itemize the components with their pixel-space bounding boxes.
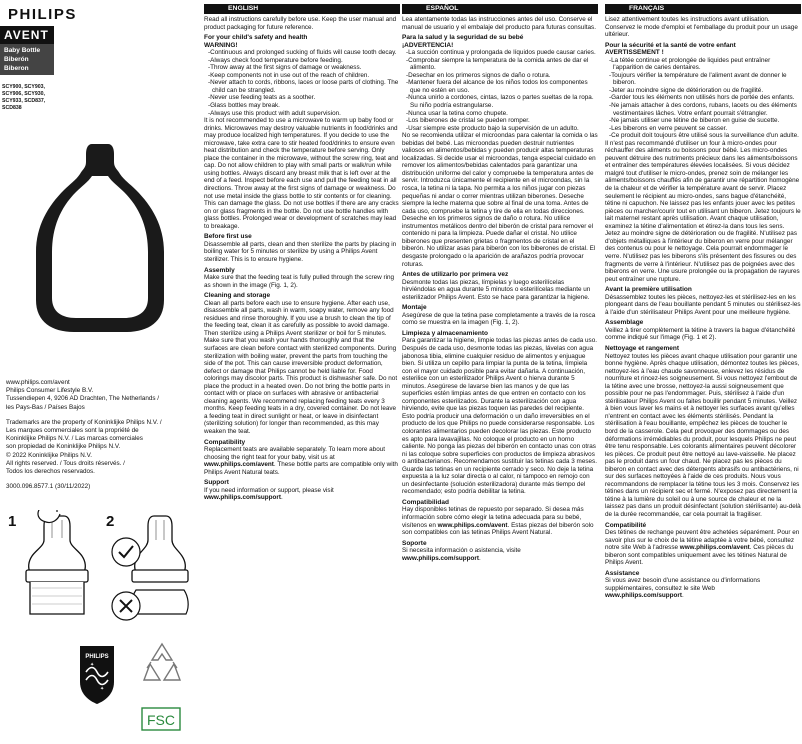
warning-list (605, 57, 801, 140)
model-line: SCD838 (2, 105, 22, 111)
warning-item: -Throw away at the first signs of damage or weakness. (208, 64, 362, 72)
compat-text: Des tétines de rechange peuvent être achetées séparément. Pour en savoir plus sur le choix de la tétine adaptée à votre bébé, consultez notre site Web à l'adresse (605, 529, 800, 552)
section-text: Make sure that the feeding teat is fully pulled through the screw ring as shown in the image (Fig. 1, 2). (204, 274, 395, 289)
avent-link[interactable]: www.philips.com/avent (679, 544, 750, 552)
warning-list (204, 49, 400, 117)
section-heading: Support (204, 479, 229, 487)
warning-item: -La tétée continue et prolongée de liquides peut entraîner l'apparition de caries dentaires. (609, 56, 771, 72)
section-text: Nettoyez toutes les pièces avant chaque utilisation pour garantir une bonne hygiène. Après chaque utilisation, démontez toutes les pièces, nettoyez-les à l'eau chaude savonneuse, enlevez les résidus de nourriture et rincez-les soigneusement. Si vous nettoyez l'embout de la tétine avec une brosse, nettoyez-la aussi soigneusement que possible pour ne pas l'endommager. Puis, stérilisez à l'aide d'un stérilisateur Philips Avent ou faites bouillir pendant 5 minutes. Veillez à bien vous laver les mains et à nettoyer les surfaces avant qu'elles n'entrent en contact avec les éléments stérilisés. Pendant la stérilisation à l'eau bouillante, empêchez les pièces de toucher le bord de la casserole. Cela peut provoquer des dommages ou des déformations irrémédiables du produit, pour lesquels Philips ne peut être tenu responsable. Les colorants alimentaires peuvent décolorer les pièces. Ce produit peut être nettoyé au lave-vaisselle. Ne placez pas le produit dans un four chaud. Ne placez pas les pièces du biberon en contact avec des détergents abrasifs ou antibactériens, ni sur des surfaces nettoyées à l'aide de ces produits. Nous vous recommandons de remplacer la tétine tous les 3 mois. Conservez les tétines dans un récipient sec et fermé. N'exposez pas directement la tétine à la lumière du soleil ou à une source de chaleur et ne la laissez pas dans un produit désinfectant (solution stérilisante) au-delà de la durée recommandée, car cela pourrait la fragiliser. (605, 352, 801, 518)
warning-item: -Comprobar siempre la temperatura de la comida antes de dar el alimento. (406, 56, 589, 72)
teat-check-figure-icon (112, 516, 188, 620)
section-heading: Antes de utilizarlo por primera vez (402, 271, 509, 279)
warning-list (402, 49, 598, 132)
section-text: Para garantizar la higiene, limpie todas las piezas antes de cada uso. Después de cada uso, desmonte todas las piezas, lávelas con agua jabonosa tibia, elimine cualquier residuo de alimentos y enjuague bien. Si utiliza un cepillo para limpiar la punta de la tetina, límpiela con el mayor cuidado posible para evitar dañarla. A continuación, esterilice con un esterilizador Philips Avent o hierva durante 5 minutos. Asegúrese de lavarse bien las manos y de que las superficies estén limpias antes de que entren en contacto con los componentes esterilizados. Durante la esterilización con agua hirviendo, evite que las piezas toquen las paredes del recipiente. Esto podría producir una deformación o un daño irreversibles en el producto de los que Philips no puede considerarse responsable. Los colorantes alimentarios pueden decolorar las piezas. Este producto es apto para lavavajillas. No coloque el producto en un horno caliente. No ponga las piezas del biberón en contacto unas con otras ni las coloque sobre superficies con productos de limpieza abrasivos o antibacterianos. Recomendamos sustituir las tetinas cada 3 meses. Guarde las tetinas en un recipiente cerrado y seco. No deje la tetina expuesta a la luz solar directa o al calor, ni tampoco en remojo con un desinfectante (solución esterilizadora) durante más tiempo del recomendado; esto podría debilitar la tetina. (402, 337, 598, 496)
warning-item: -Ne jamais attacher à des cordons, rubans, lacets ou des éléments vestimentaires lâches. Votre enfant pourrait s'étrangler. (609, 102, 797, 117)
warning-item: -Never use feeding teats as a soother. (208, 94, 316, 102)
model-line: SCY906, SCY930, (2, 91, 45, 97)
section-text: Asegúrese de que la tetina pase completamente a través de la rosca como se muestra en la imagen (Fig. 1, 2). (402, 311, 596, 327)
svg-text:✦: ✦ (90, 662, 95, 668)
section-text: Desmonte todas las piezas, límpielas y luego esterilícelas hirviéndolas en agua durante 5 minutos o esterilícelas mediante un esterilizador Philips Avent. Esto se hace para garantizar la higiene. (402, 278, 591, 301)
warning-item: -Mantener fuera del alcance de los niños todos los componentes que no estén en uso. (406, 79, 588, 94)
section-heading: Before first use (204, 233, 252, 241)
teat-pull-figure-icon (26, 510, 88, 614)
address-line: les Pays-Bas / Países Bajos (6, 403, 85, 411)
section-text (204, 446, 400, 476)
warning-item: -Continuous and prolonged sucking of fluids will cause tooth decay. (208, 49, 397, 57)
philips-wordmark: PHILIPS (8, 6, 77, 23)
warning-item: -Los biberones de cristal se pueden romper. (406, 117, 530, 125)
model-list (2, 84, 62, 112)
intro-text: Read all instructions carefully before use. Keep the user manual and product packaging for future reference. (204, 16, 397, 31)
section-heading: Para la salud y la seguridad de su bebé (402, 34, 524, 42)
body-text: It is not recommended to use a microwave to warm up baby food or drinks. Microwaves may destroy valuable nutrients in food/drinks and may produce localized high temperatures. If you decide to use the microwave, take extra care to stir heated food/drinks to ensure even heat distribution and check the temperature before serving. Only place the container in the microwave, without the screw ring, teat and cap. Do not allow children to play with small parts or walk/run while using bottles. Always discard any breast milk that is left over at the end of a feed. Inspect before each use and pull the feeding teat in all directions. Throw away at the first signs of damage or weakness. Do not use metal inside the glass bottle to stir contents or for cleaning. This can damage the glass. Do not use bottles if there are any cracks on or glass fragments in the bottle. Do not use bottle handles with glass bottles. Prolonged wear or development of scratches may lead to breakage. (204, 117, 399, 230)
compat-text: . These bottle parts are compatible only with Philips Avent Natural teats. (204, 461, 398, 476)
figure-number-1: 1 (8, 513, 17, 530)
warning-heading: AVERTISSEMENT ! (605, 49, 664, 57)
model-line: SCY900, SCY903, (2, 84, 45, 90)
section-heading: Nettoyage et rangement (605, 344, 680, 352)
brand-column (0, 0, 196, 744)
trademark-line: son propiedad de Koninklijke Philips N.V. (6, 443, 121, 451)
compat-text: Hay disponibles tetinas de repuesto por separado. Si desea más información sobre cómo elegir la tetina adecuada para su bebé, visítenos en (402, 506, 584, 529)
section-text (204, 487, 400, 502)
compat-text: Replacement teats are available separately. To learn more about choosing the right teat for your baby, visit us at (204, 446, 386, 461)
section-heading: Limpieza y almacenamiento (402, 329, 488, 337)
language-header: ENGLISH (204, 4, 400, 14)
compat-text: . Estas piezas del biberón solo son compatibles con las tetinas Philips Avent Natural. (402, 521, 594, 537)
figure-number-2: 2 (106, 513, 115, 530)
support-link[interactable]: www.philips.com/support (204, 494, 281, 502)
section-heading: Assembly (204, 266, 235, 274)
warning-item: -Nunca unirlo a cordones, cintas, lazos o partes sueltas de la ropa. Su niño podría estrangularse. (406, 94, 594, 110)
trademark-line: Trademarks are the property of Koninklijke Philips N.V. / (6, 418, 162, 426)
support-link[interactable]: www.philips.com/support (402, 554, 479, 562)
body-text: Il n'est pas recommandé d'utiliser un four à micro-ondes pour réchauffer des aliments ou boissons pour bébé. Les micro-ondes peuvent détruire des nutriments précieux dans les aliments/boissons et entraîner des températures élevées localisées. Si vous décidez malgré tout d'utiliser le micro-ondes, prenez soin de mélanger les aliments/boissons chauffés afin de garantir une répartition homogène de la chaleur et de vérifier la température avant de servir. Placez seulement le récipient au micro-ondes, sans bague d'étanchéité, tétine ni capuchon. Ne laissez pas les enfants jouer avec les petites pièces ou marcher/courir tout en utilisant un biberon. Jetez toujours le lait maternel restant après utilisation. Avant chaque utilisation, examinez la tétine d'alimentation et étirez-la dans tous les sens. Jetez au moindre signe de détérioration ou de fragilité. N'utilisez pas d'objets métalliques à l'intérieur du biberon en verre pour mélanger des contenus ou pour le nettoyage. Cela pourrait endommager le verre. N'utilisez pas les biberons s'ils présentent des fissures ou des fragments de verre à l'intérieur. N'utilisez pas de poignées avec des biberons en verre. Une usure prolongée ou la propagation de rayures peut entraîner une rupture. (605, 139, 801, 283)
spanish-column (402, 4, 598, 562)
warning-item: -Les biberons en verre peuvent se casser. (609, 124, 728, 132)
support-text: If you need information or support, please visit (204, 486, 334, 494)
warning-item: -Glass bottles may break. (208, 102, 280, 110)
section-text (402, 506, 598, 536)
support-text: Si necesita información o asistencia, visite (402, 547, 521, 555)
assembly-figures (0, 510, 196, 630)
section-heading: Compatibilité (605, 521, 647, 529)
section-heading: Montaje (402, 304, 427, 312)
trademark-line: Todos los derechos reservados. (6, 468, 95, 476)
intro-text: Lea atentamente todas las instrucciones antes del uso. Conserve el manual de usuario y el embalaje del producto para futuras consultas. (402, 16, 596, 31)
address-line: Tussendiepen 4, 9206 AD Drachten, The Netherlands / (6, 395, 159, 403)
warning-item: -Keep components not in use out of the reach of children. (208, 71, 370, 79)
warning-item: -Always check food temperature before feeding. (208, 56, 343, 64)
section-heading: Assemblage (605, 319, 644, 327)
section-heading: Compatibility (204, 438, 246, 446)
section-text (605, 529, 801, 567)
french-column (605, 4, 801, 600)
fsc-text: FSC (147, 712, 175, 728)
avent-wordmark: AVENT (0, 26, 54, 44)
address-line: www.philips.com/avent (6, 379, 70, 386)
warning-item: -Jeter au moindre signe de détérioration ou de fragilité. (609, 86, 764, 94)
bottle-silhouette-icon (30, 140, 170, 335)
trademark-line: All rights reserved. / Tous droits réservés. / (6, 459, 125, 467)
warning-heading: ¡ADVERTENCIA! (402, 41, 454, 49)
address-block (6, 379, 196, 498)
support-link[interactable]: www.philips.com/support (605, 592, 682, 600)
section-text: Veillez à tirer complètement la tétine à travers la bague d'étanchéité comme indiqué sur l'image (Fig. 1 et 2). (605, 326, 796, 342)
trademark-line: © 2022 Koninklijke Philips N.V. (6, 451, 92, 459)
product-line: Biberon (4, 65, 29, 72)
warning-heading: WARNING! (204, 41, 238, 49)
model-line: SCY933, SCD837, (2, 98, 46, 104)
english-column (204, 4, 400, 502)
address-line: Philips Consumer Lifestyle B.V. (6, 387, 94, 395)
warning-item: -La succión continua y prolongada de líquidos puede causar caries. (406, 49, 596, 57)
body-text: No se recomienda utilizar el microondas para calentar la comida o las bebidas del bebé. Las microondas pueden destruir nutrientes valiosos en alimentos/bebidas y pueden producir altas temperaturas localizadas. Si decide usar el microondas, tenga especial cuidado en remover los alimentos/bebidas calentados para garantizar una distribución uniforme del calor y compruebe la temperatura antes de servir. Introduzca únicamente el recipiente en el microondas, sin la rosca, la tetina ni la tapa. No permita a los niños jugar con piezas pequeñas ni andar o correr mientras utilizan biberones. Deseche siempre la leche materna que sobre al final de una toma. Antes de cada uso, compruebe la tetina y tire de ella en todas direcciones. Deseche en los primeros signos de daño o rotura. No utilice instrumentos metálicos dentro del biberón de cristal para remover el contenido ni para la limpieza. Puede dañar el cristal. No utilice biberones que presenten grietas o fragmentos de cristal en el biberón. No utilizar asas para biberón con los biberones de cristal. El desgaste prolongado o la aparición de arañazos podría provocar roturas. (402, 132, 598, 268)
document-code: 3000.096.8577.1 (30/11/2022) (6, 483, 91, 491)
product-line: Biberón (4, 56, 29, 63)
support-end: . (280, 494, 283, 502)
compat-text: . Ces pièces du biberon sont compatibles uniquement avec les tétines Natural de Philips Avent. (605, 544, 794, 567)
section-heading: Cleaning and storage (204, 292, 271, 300)
support-text: Si vous avez besoin d'une assistance ou d'informations supplémentaires, consultez le site Web (605, 577, 761, 592)
section-text (605, 577, 801, 600)
section-heading: Assistance (605, 569, 640, 577)
fsc-logo-icon (142, 708, 180, 730)
support-end: . (478, 554, 481, 562)
warning-item: -Never attach to cords, ribbons, laces or loose parts of clothing. The child can be strangled. (208, 79, 399, 94)
section-heading: Compatibilidad (402, 498, 449, 506)
language-header: ESPAÑOL (402, 4, 598, 14)
avent-link[interactable]: www.philips.com/avent (204, 461, 274, 469)
warning-item: -Toujours vérifier la température de l'aliment avant de donner le biberon. (609, 71, 787, 87)
svg-text:✦: ✦ (100, 686, 105, 692)
section-text: Disassemble all parts, clean and then sterilize the parts by placing in boiling water for 5 minutes or sterilize by using a Philips Avent sterilizer. This is to ensure hygiene. (204, 240, 397, 263)
warning-item: -Ce produit doit toujours être utilisé sous la surveillance d'un adulte. (609, 132, 799, 140)
philips-shield-text: PHILIPS (85, 654, 109, 660)
trademark-line: Koninklijke Philips N.V. / Las marcas comerciales (6, 435, 143, 443)
support-end: . (681, 592, 684, 600)
warning-item: -Nunca usar la tetina como chupete. (406, 109, 508, 117)
section-text: Clean all parts before each use to ensure hygiene. After each use, disassemble all parts, wash in warm, soapy water, remove any food residues and rinse thoroughly. If you use a brush to clean the tip of the feeding teat, clean it as carefully as possible to avoid damage. Then sterilize using a Philips Avent sterilizer or boil for 5 minutes. Make sure that you wash your hands thoroughly and that the surfaces are clean before contact with sterilized components. During sterilization with boiling water, prevent the parts from touching the side of the pot. This can cause irreversible product deformation, defect or damage that Philips cannot be held liable for. Food colorings may discolor parts. This product is dishwasher safe. Do not place the product in a heated oven. Do not bring the bottle parts in contact with or place on surfaces with abrasive or antibacterial cleaning agents. We recommend replacing feeding teats every 3 months. Keep feeding teats in a dry, covered container. Do not leave a feeding teat in direct sunlight or heat, or leave in disinfectant (sterilizing solution) for longer than recommended, as this may weaken the teat. (204, 299, 398, 435)
warning-item: -Usar siempre este producto bajo la supervisión de un adulto. (406, 124, 579, 132)
intro-text: Lisez attentivement toutes les instructions avant utilisation. Conservez le mode d'emploi et l'emballage du produit pour un usage ultérieur. (605, 16, 798, 39)
product-line: Baby Bottle (4, 47, 41, 54)
warning-item: -Always use this product with adult supervision. (208, 109, 341, 117)
section-heading: Avant la première utilisation (605, 286, 692, 294)
section-heading: Pour la sécurité et la santé de votre enfant (605, 41, 736, 49)
section-heading: Soporte (402, 539, 427, 547)
warning-item: -Desechar en los primeros signos de daño o rotura. (406, 71, 551, 79)
warning-item: -Garder tous les éléments non utilisés hors de portée des enfants. (609, 94, 795, 102)
language-header: FRANÇAIS (605, 4, 801, 14)
section-text: Désassemblez toutes les pièces, nettoyez-les et stérilisez-les en les plongeant dans de l'eau bouillante pendant 5 minutes ou stérilisez-les à l'aide d'un stérilisateur Philips Avent pour une meilleure hygiène. (605, 293, 801, 316)
section-heading: For your child's safety and health (204, 34, 308, 42)
trademark-line: Les marques commerciales sont la propriété de (6, 427, 139, 435)
avent-link[interactable]: www.philips.com/avent (437, 521, 508, 529)
warning-item: -Ne jamais utiliser une tétine de biberon en guise de sucette. (609, 117, 780, 125)
recycling-icon (144, 644, 180, 680)
philips-shield-logo-icon (80, 646, 114, 704)
product-name-box (0, 44, 54, 75)
section-text (402, 547, 598, 562)
logo-area (50, 638, 200, 738)
